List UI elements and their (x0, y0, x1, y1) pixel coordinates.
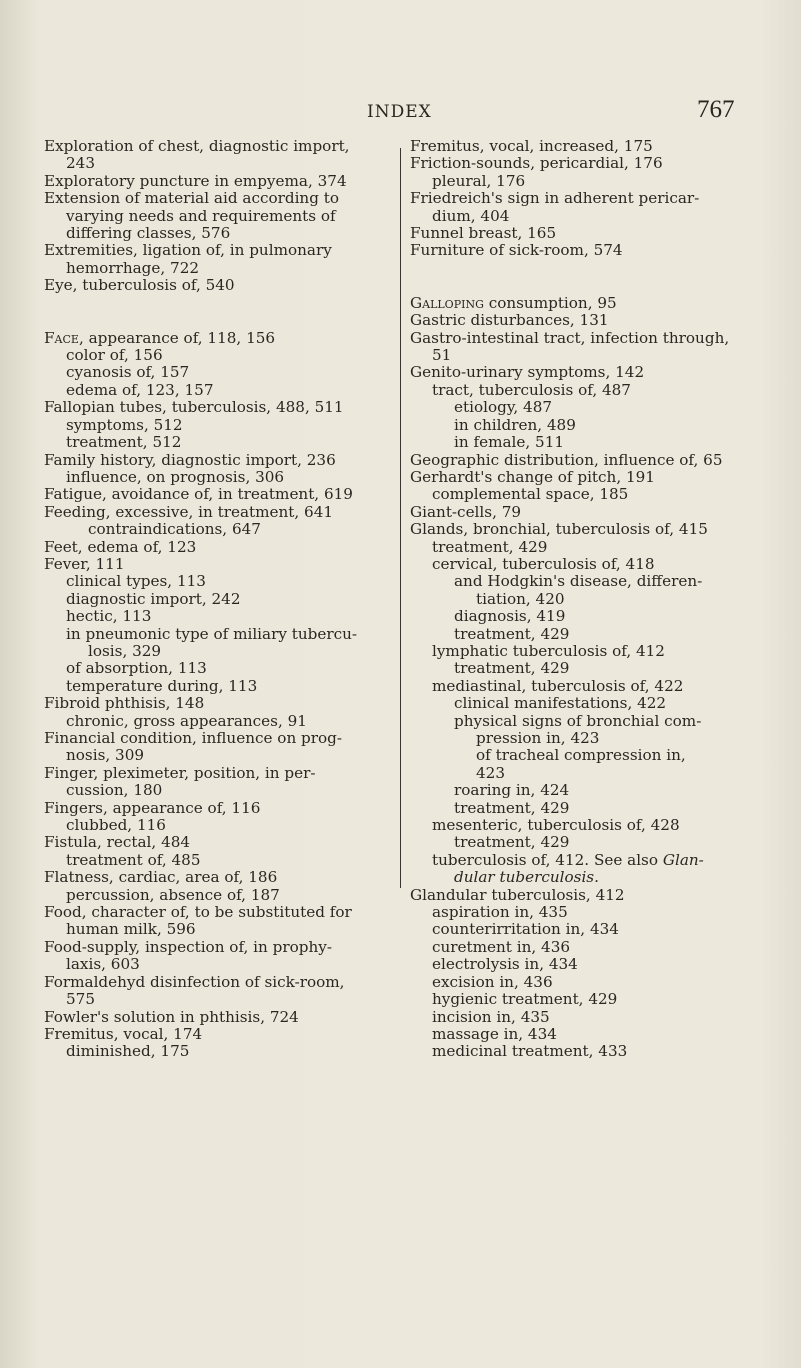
index-entry: in children, 489 (454, 415, 576, 434)
index-entry: 575 (66, 990, 95, 1009)
running-title: INDEX (367, 102, 432, 122)
index-entry: physical signs of bronchial com- (454, 711, 702, 730)
section-lead-word: Galloping (410, 293, 484, 312)
index-entry: Feeding, excessive, in treatment, 641 (44, 502, 334, 521)
index-entry: lymphatic tuberculosis of, 412 (432, 641, 665, 660)
index-entry: Geographic distribution, influence of, 65 (410, 450, 723, 469)
index-entry: varying needs and requirements of (66, 206, 336, 225)
index-entry: Food-supply, inspection of, in prophy- (44, 937, 332, 956)
index-entry: treatment of, 485 (66, 850, 201, 869)
index-entry: Fowler's solution in phthisis, 724 (44, 1007, 299, 1026)
index-entry: treatment, 429 (454, 833, 570, 852)
index-entry: Exploration of chest, diagnostic import, (44, 137, 350, 155)
index-entry: Fingers, appearance of, 116 (44, 798, 261, 817)
index-entry: hectic, 113 (66, 607, 152, 626)
index-entry: Extremities, ligation of, in pulmonary (44, 241, 332, 260)
index-entry: losis, 329 (88, 641, 162, 660)
index-entry: differing classes, 576 (66, 224, 231, 243)
index-entry: Friedreich's sign in adherent pericar- (410, 189, 700, 208)
index-entry: Food, character of, to be substituted for (44, 903, 352, 922)
index-entry: percussion, absence of, 187 (66, 885, 280, 904)
index-entry: pression in, 423 (476, 729, 600, 747)
index-entry: nosis, 309 (66, 746, 145, 765)
index-entry: Friction-sounds, pericardial, 176 (410, 154, 663, 173)
index-entry: cervical, tuberculosis of, 418 (432, 554, 655, 573)
index-entry: Exploratory puncture in empyema, 374 (44, 171, 347, 190)
index-entry: Gerhardt's change of pitch, 191 (410, 467, 655, 486)
index-entry: complemental space, 185 (432, 485, 629, 504)
index-entry: Fever, 111 (44, 554, 125, 573)
index-entry-text: tuberculosis of, 412. See also (432, 850, 658, 869)
index-entry: dium, 404 (432, 206, 510, 225)
index-entry: diagnostic import, 242 (66, 589, 241, 608)
cross-reference: dular tuberculosis. (454, 868, 599, 887)
index-entry: Furniture of sick-room, 574 (410, 241, 623, 260)
index-entry: Fremitus, vocal, increased, 175 (410, 137, 653, 155)
index-entry: Glands, bronchial, tuberculosis of, 415 (410, 520, 708, 539)
index-entry (410, 852, 770, 869)
index-entry: tiation, 420 (476, 589, 565, 608)
index-entry: mediastinal, tuberculosis of, 422 (432, 676, 684, 695)
section-lead-word: Face (44, 328, 79, 347)
letter-section-gap (44, 295, 394, 330)
index-entry: 243 (66, 154, 95, 173)
index-entry: Fibroid phthisis, 148 (44, 694, 205, 713)
index-entry: Family history, diagnostic import, 236 (44, 450, 336, 469)
page-number: 767 (697, 96, 735, 123)
index-entry: 51 (432, 346, 452, 365)
index-entry: diminished, 175 (66, 1042, 190, 1061)
index-entry: Formaldehyd disinfection of sick-room, (44, 972, 345, 991)
index-entry: human milk, 596 (66, 920, 196, 939)
index-entry: excision in, 436 (432, 972, 553, 991)
index-entry: incision in, 435 (432, 1007, 550, 1026)
letter-section-gap (410, 260, 770, 295)
index-entry: Eye, tuberculosis of, 540 (44, 276, 235, 295)
index-entry: Gastric disturbances, 131 (410, 311, 609, 330)
index-entry: tract, tuberculosis of, 487 (432, 380, 631, 399)
index-entry: Fatigue, avoidance of, in treatment, 619 (44, 485, 353, 504)
index-entry: Fallopian tubes, tuberculosis, 488, 511 (44, 398, 344, 417)
index-entry: clinical manifestations, 422 (454, 694, 667, 713)
column-divider (400, 148, 401, 888)
index-entry: treatment, 429 (432, 537, 548, 556)
index-entry: treatment, 429 (454, 659, 570, 678)
index-entry: temperature during, 113 (66, 676, 258, 695)
index-entry: Feet, edema of, 123 (44, 537, 197, 556)
index-entry: of tracheal compression in, (476, 746, 686, 765)
index-entry: Finger, pleximeter, position, in per- (44, 763, 316, 782)
index-entry: edema of, 123, 157 (66, 380, 214, 399)
index-entry: clubbed, 116 (66, 816, 166, 835)
index-entry: of absorption, 113 (66, 659, 207, 678)
index-entry: Gastro-intestinal tract, infection through, (410, 328, 730, 347)
index-entry: clinical types, 113 (66, 572, 206, 591)
index-entry: color of, 156 (66, 346, 163, 365)
index-entry: Fistula, rectal, 484 (44, 833, 191, 852)
index-entry: Flatness, cardiac, area of, 186 (44, 868, 278, 887)
index-entry-rest: consumption, 95 (488, 293, 617, 312)
index-entry (44, 330, 394, 347)
cross-reference: Glan- (662, 850, 704, 869)
index-entry: treatment, 429 (454, 624, 570, 643)
index-column-left (44, 138, 394, 1061)
index-entry: mesenteric, tuberculosis of, 428 (432, 816, 680, 835)
index-entry: pleural, 176 (432, 171, 526, 190)
index-entry: influence, on prognosis, 306 (66, 467, 285, 486)
index-entry: roaring in, 424 (454, 781, 570, 800)
index-entry: contraindications, 647 (88, 520, 261, 539)
index-entry: 423 (476, 763, 505, 782)
index-entry: Funnel breast, 165 (410, 224, 557, 243)
index-entry: curetment in, 436 (432, 937, 571, 956)
index-entry: diagnosis, 419 (454, 607, 566, 626)
index-entry: hygienic treatment, 429 (432, 990, 618, 1009)
index-entry: symptoms, 512 (66, 415, 183, 434)
index-entry: counterirritation in, 434 (432, 920, 619, 939)
index-entry: hemorrhage, 722 (66, 258, 200, 277)
index-entry: Financial condition, influence on prog- (44, 729, 343, 747)
index-entry: cussion, 180 (66, 781, 163, 800)
index-entry: medicinal treatment, 433 (432, 1042, 628, 1061)
index-entry: in female, 511 (454, 433, 565, 452)
index-entry: aspiration in, 435 (432, 903, 568, 922)
index-entry: electrolysis in, 434 (432, 955, 578, 974)
index-entry: cyanosis of, 157 (66, 363, 190, 382)
index-entry: in pneumonic type of miliary tubercu- (66, 624, 358, 643)
index-entry: chronic, gross appearances, 91 (66, 711, 307, 730)
page-header (0, 96, 801, 136)
index-entry-rest: , appearance of, 118, 156 (78, 328, 276, 347)
index-entry: massage in, 434 (432, 1024, 557, 1043)
index-entry: etiology, 487 (454, 398, 553, 417)
index-entry: Fremitus, vocal, 174 (44, 1024, 203, 1043)
index-entry: Genito-urinary symptoms, 142 (410, 363, 645, 382)
index-entry (410, 869, 770, 886)
index-entry: Extension of material aid according to (44, 189, 340, 208)
index-column-right (410, 138, 770, 1061)
index-entry (410, 295, 770, 312)
index-entry: treatment, 512 (66, 433, 182, 452)
index-entry: laxis, 603 (66, 955, 140, 974)
index-entry: and Hodgkin's disease, differen- (454, 572, 703, 591)
index-entry: treatment, 429 (454, 798, 570, 817)
index-entry: Glandular tuberculosis, 412 (410, 885, 625, 904)
index-entry: Giant-cells, 79 (410, 502, 522, 521)
